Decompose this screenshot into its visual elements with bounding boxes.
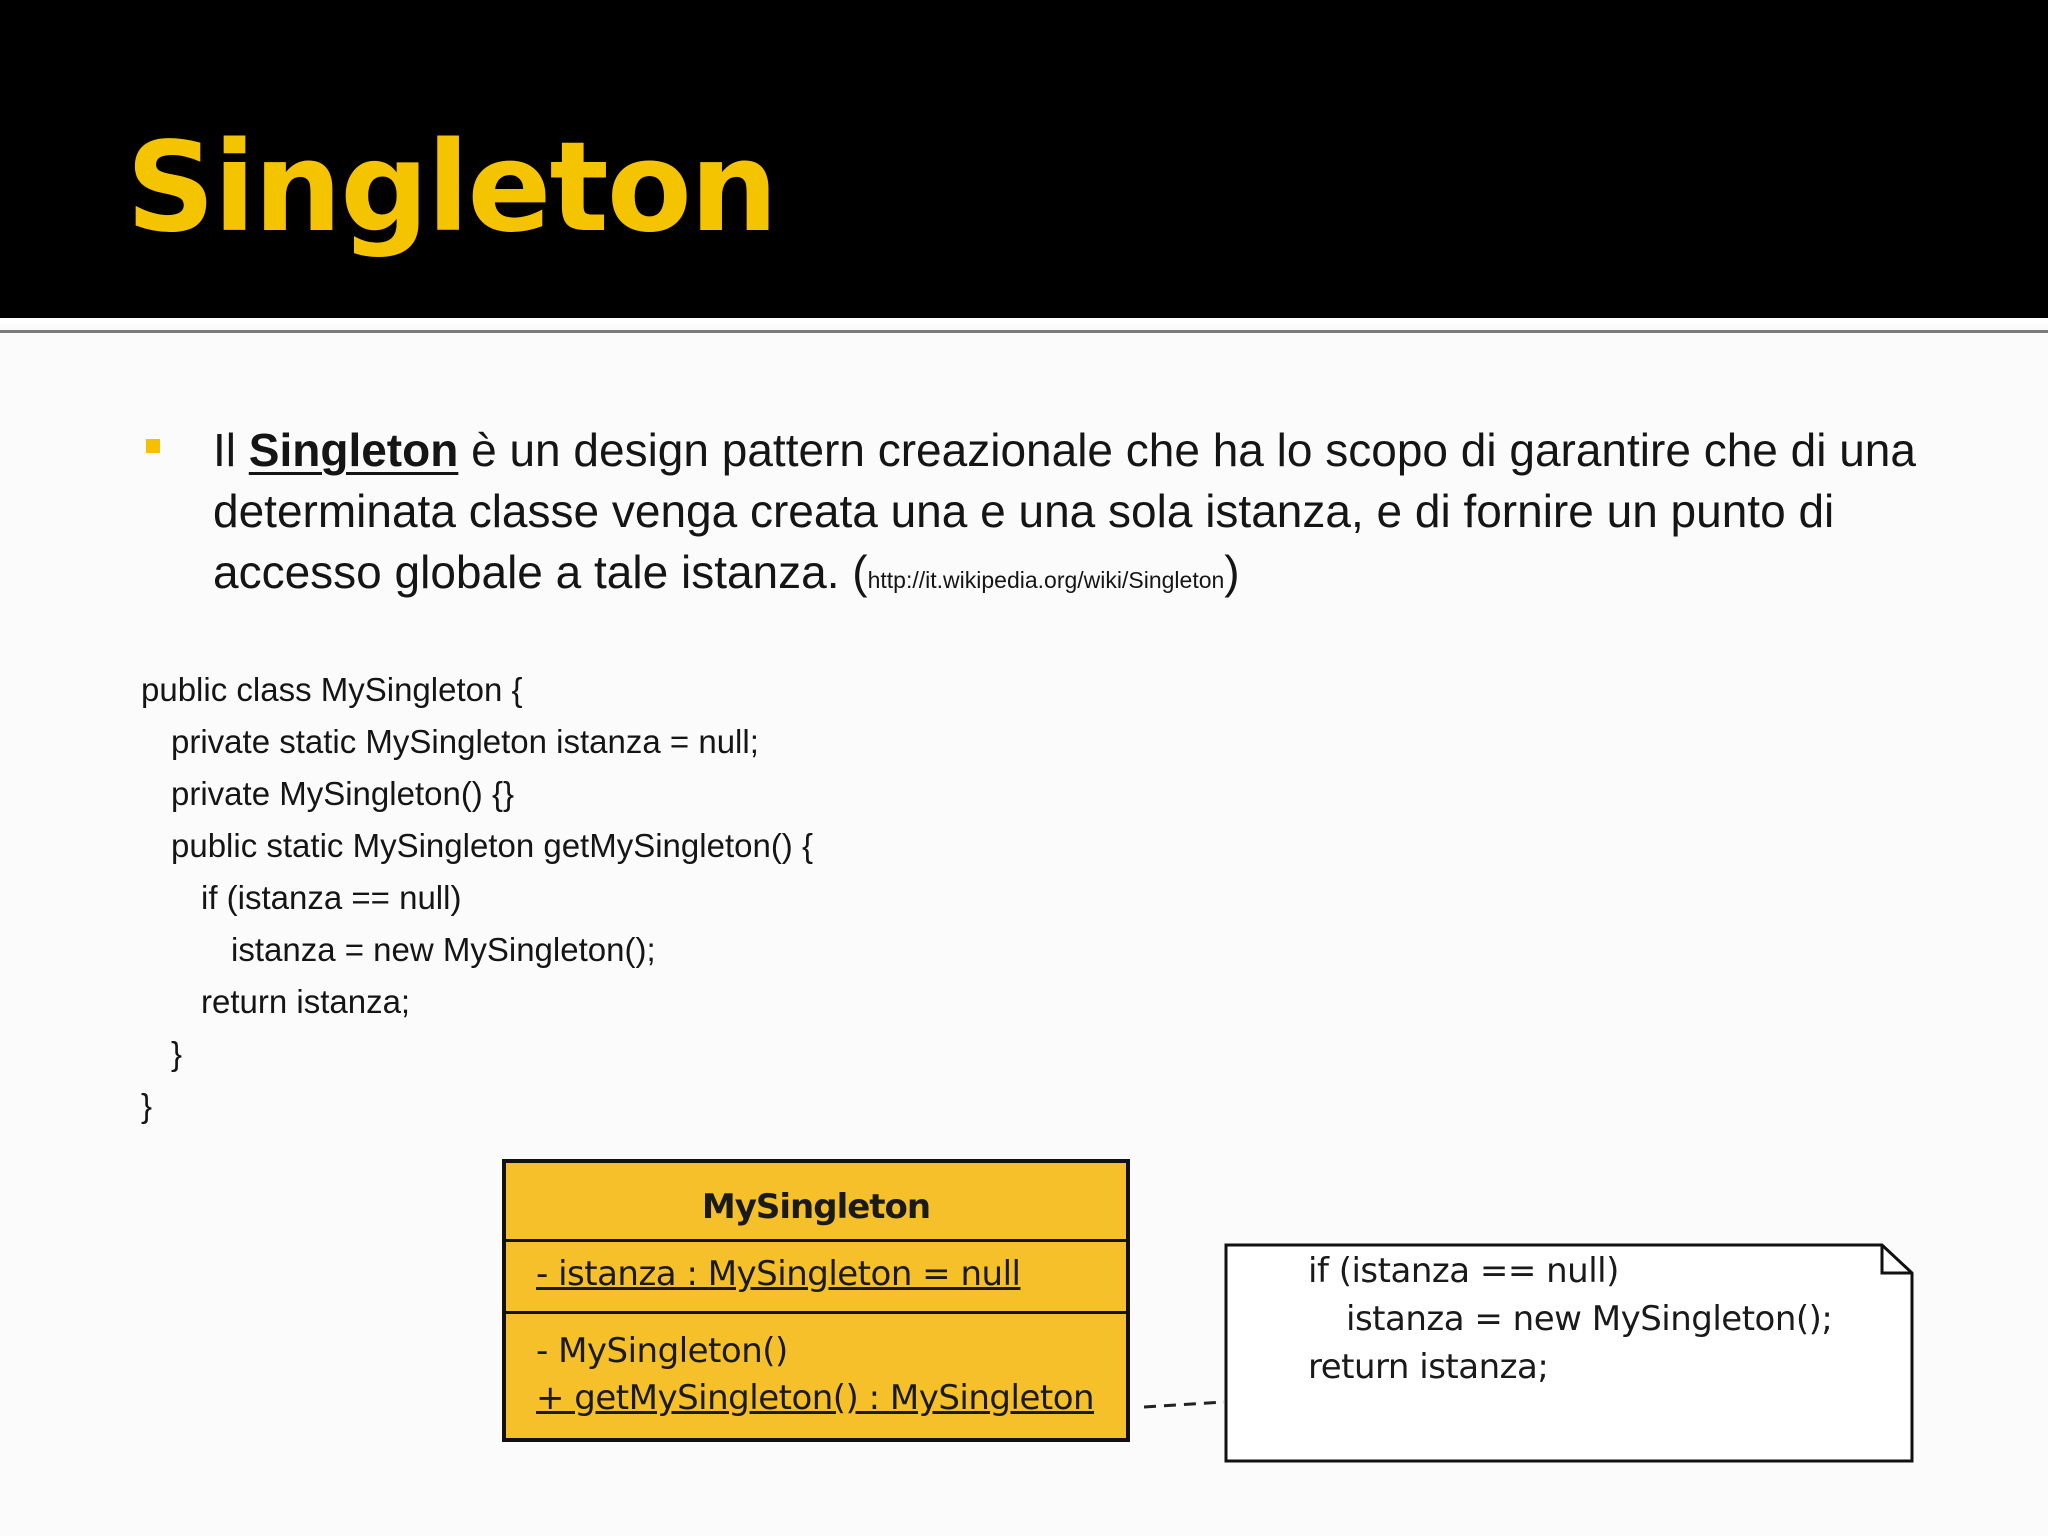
header-divider-thin [0,330,2048,333]
uml-note [1224,1243,1914,1463]
uml-divider [506,1239,1126,1242]
code-line: public static MySingleton getMySingleton() { [171,827,813,864]
title-bar [0,0,2048,318]
code-line: istanza = new MySingleton(); [231,931,656,968]
code-line: } [141,1087,153,1124]
wikipedia-source-link[interactable]: http://it.wikipedia.org/wiki/Singleton [867,567,1225,593]
code-line: private static MySingleton istanza = null; [171,723,759,760]
code-line: if (istanza == null) [201,879,462,916]
uml-class-name: MySingleton [701,1187,931,1227]
bullet-body: è un design pattern creazionale che ha lo scopo di garantire che di una determinata classe venga creata una e una sola istanza, e di fornire un punto di accesso globale a tale istanza. ( [213,424,1916,598]
bullet-marker [146,439,160,453]
bullet-prefix: Il [213,424,249,476]
code-line: return istanza; [201,983,411,1020]
slide-title: Singleton [126,116,777,260]
code-line: public class MySingleton { [141,671,523,708]
uml-operation: + getMySingleton() : MySingleton [536,1378,1095,1418]
uml-note-line: if (istanza == null) [1308,1251,1619,1291]
uml-class-box [502,1159,1130,1442]
code-line: private MySingleton() {} [171,775,515,812]
uml-note-line: return istanza; [1308,1347,1549,1387]
uml-attribute: - istanza : MySingleton = null [536,1254,1021,1294]
bullet-suffix: ) [1224,546,1240,598]
uml-divider [506,1311,1126,1314]
bullet-paragraph [213,420,2013,611]
singleton-keyword: Singleton [248,424,459,476]
uml-operation: - MySingleton() [536,1331,788,1371]
uml-note-line: istanza = new MySingleton(); [1346,1299,1833,1339]
header-divider [0,318,2048,324]
uml-note-connector [1144,1399,1228,1415]
code-line: } [171,1035,183,1072]
